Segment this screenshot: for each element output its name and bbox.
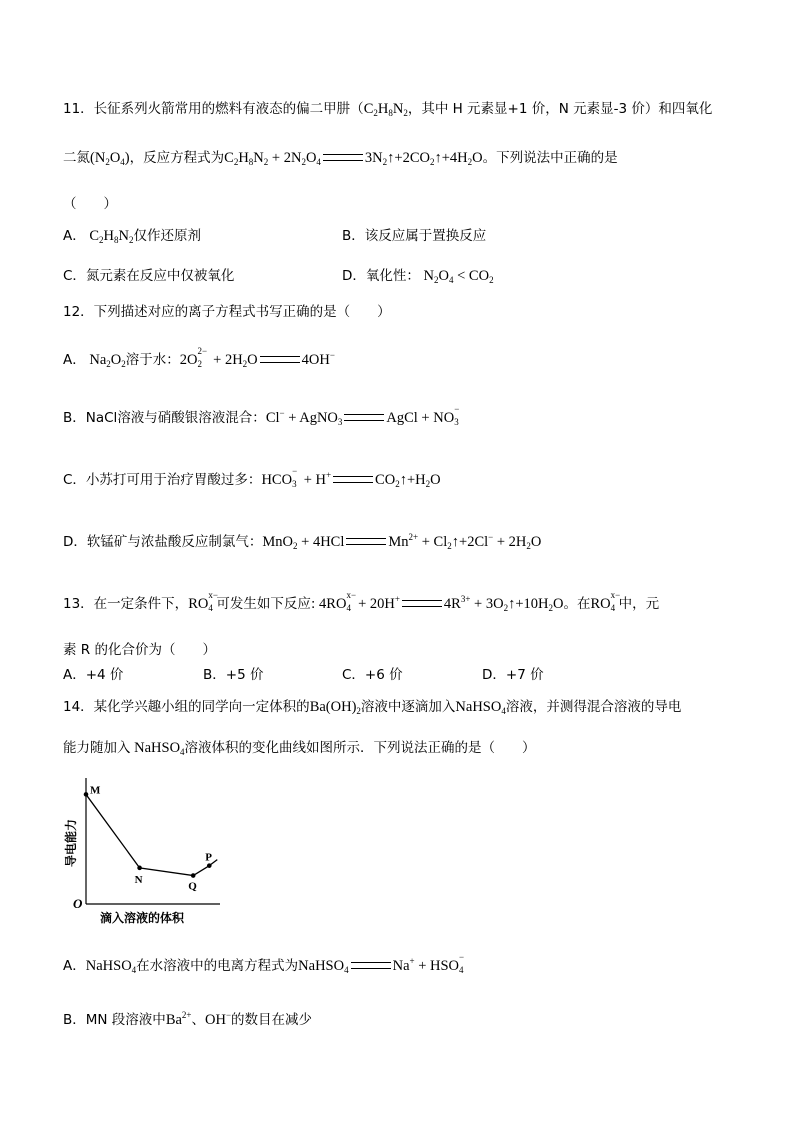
q14-text-c: 溶液，并测得混合溶液的导电 [505,699,682,715]
separator: 、 [191,1012,205,1028]
equation: 2O 2− 2 + $2H_2O$ 4OH− [179,346,335,369]
option-text: 小苏打可用于治疗胃酸过多： [85,472,262,488]
option-label: B．MN 段溶液中 [63,1012,166,1028]
q11-option-a[interactable] [63,226,201,246]
formula-nahso4: NaHSO$_4$ [130,740,185,757]
point-label-n: N [134,873,143,886]
conductivity-line [86,794,209,875]
q13-option-d[interactable]: D．+7 价 [482,667,544,683]
equation: NaHSO$_4$ Na+ + HSO − 4 [298,952,465,975]
formula-c2h8n2: $C_2H_8N_2$ [85,228,134,245]
point-q [191,873,196,878]
q11-option-b[interactable] [342,226,486,246]
q14-text-b: 溶液中逐滴加入 [360,699,456,715]
option-label: D． [63,534,87,550]
formula-comparison: $N_2O_4 < CO_2$ [419,268,494,285]
q11-text-d: ，反应方程式为 [129,150,225,166]
q12-stem: 12．下列描述对应的离子方程式书写正确的是（ ） [63,304,391,320]
q14-text-a: 14．某化学兴趣小组的同学向一定体积的 [63,699,310,715]
q11-text-e: 。下列说法中正确的是 [482,150,618,166]
option-label: C． [63,268,86,284]
q13-option-a[interactable]: A．+4 价 [63,667,124,683]
equation: Cl− + AgNO$_3$ AgCl + NO − 3 [265,404,460,427]
q13-equation: 4RO x− 4 + 20H+ $4R^{3+}$ + $3O_2↑+10H_2O$ [315,590,564,613]
q13-text-b: 可发生如下反应: [216,596,316,612]
option-label: D． [342,268,366,284]
formula-nahso4: NaHSO$_4$ [455,699,506,716]
formula-ba-ion: $Ba^{2+}$ [165,1010,192,1028]
q14-option-a[interactable] [63,952,467,976]
q11-text-b: ，其中 H 元素显+1 价，N 元素显-3 价）和四氧化 [407,101,713,117]
formula-baoh2: $Ba(OH)_2$ [309,699,361,716]
formula-ro4: RO x− 4 [590,590,621,613]
option-text: 软锰矿与浓盐酸反应制氯气： [86,534,263,550]
option-text: 氧化性： [365,268,420,284]
chart-series [84,784,218,892]
q11-option-d[interactable] [342,266,494,286]
y-axis-label: 导电能力 [64,818,78,867]
option-text: 在水溶液中的电离方程式为 [136,958,299,974]
formula-na2o2: $Na_2O_2$ [85,352,126,369]
q14-text-d: 能力随加入 [63,740,131,756]
q12-option-c[interactable] [63,466,441,490]
q11-option-c[interactable] [63,266,234,286]
option-text: 氮元素在反应中仅被氧化 [85,268,235,284]
point-label-m: M [90,784,101,797]
q14-line2 [63,738,536,758]
point-m [84,792,89,797]
option-label: A． [63,228,86,244]
option-text: 该反应属于置换反应 [364,228,487,244]
conductivity-chart [60,772,230,930]
formula-nahso4: NaHSO$_4$ [85,958,137,975]
option-text: 的数目在减少 [231,1012,313,1028]
q12-option-b[interactable] [63,404,462,428]
point-p [207,863,212,868]
q11-line1 [63,99,712,119]
formula-oh-ion: OH− [205,1010,232,1028]
point-n [137,866,142,871]
option-label: B． [342,228,365,244]
x-axis-label: 滴入溶液的体积 [100,911,185,925]
q13-option-c[interactable]: C．+6 价 [342,667,403,683]
q14-text-e: 溶液体积的变化曲线如图所示．下列说法正确的是（ ） [184,740,536,756]
option-label: C． [63,472,86,488]
option-text: 溶液与硝酸银溶液混合： [117,410,266,426]
q11-blank: （ ） [63,196,117,212]
formula-ro4: RO x− 4 [188,590,218,613]
equation: HCO − 3 + H+ $CO_2↑+H_2O$ [261,466,441,489]
q13-text-c: 。在 [563,596,591,612]
option-label: B．NaCl [63,410,118,426]
point-label-p: P [205,851,213,864]
q11-text-a: 11．长征系列火箭常用的燃料有液态的偏二甲肼（ [63,101,364,117]
q13-text-a: 13．在一定条件下， [63,596,189,612]
q11-text-c: 二氮 [63,150,90,166]
q13-line1 [63,590,660,614]
q14-line1 [63,697,681,717]
option-label: A． [63,958,86,974]
formula-n2o4: $(N_2O_4)$ [90,150,130,167]
q11-line2 [63,148,618,168]
option-text: 溶于水： [125,352,180,368]
q13-option-b[interactable]: B．+5 价 [203,667,264,683]
q12-option-a[interactable] [63,346,335,370]
origin-label: O [73,896,83,911]
option-text: 仅作还原剂 [133,228,202,244]
q14-option-b[interactable] [63,1010,312,1030]
q11-equation: $C_2H_8N_2 + 2N_2O_4$ $3N_2↑+2CO_2↑+4H_2O$ [224,150,483,167]
q12-option-d[interactable] [63,532,541,552]
q13-text-d: 中，元 [618,596,660,612]
equation: MnO$_2$ + 4HCl $Mn^{2+}$ + $Cl_2↑+2Cl^- + 2H_2O$ [262,532,542,551]
formula-c2h8n2: $C_2H_8N_2$ [363,101,408,118]
option-label: A． [63,352,86,368]
q13-line2: 素 R 的化合价为（ ） [63,642,216,658]
point-label-q: Q [188,880,197,893]
